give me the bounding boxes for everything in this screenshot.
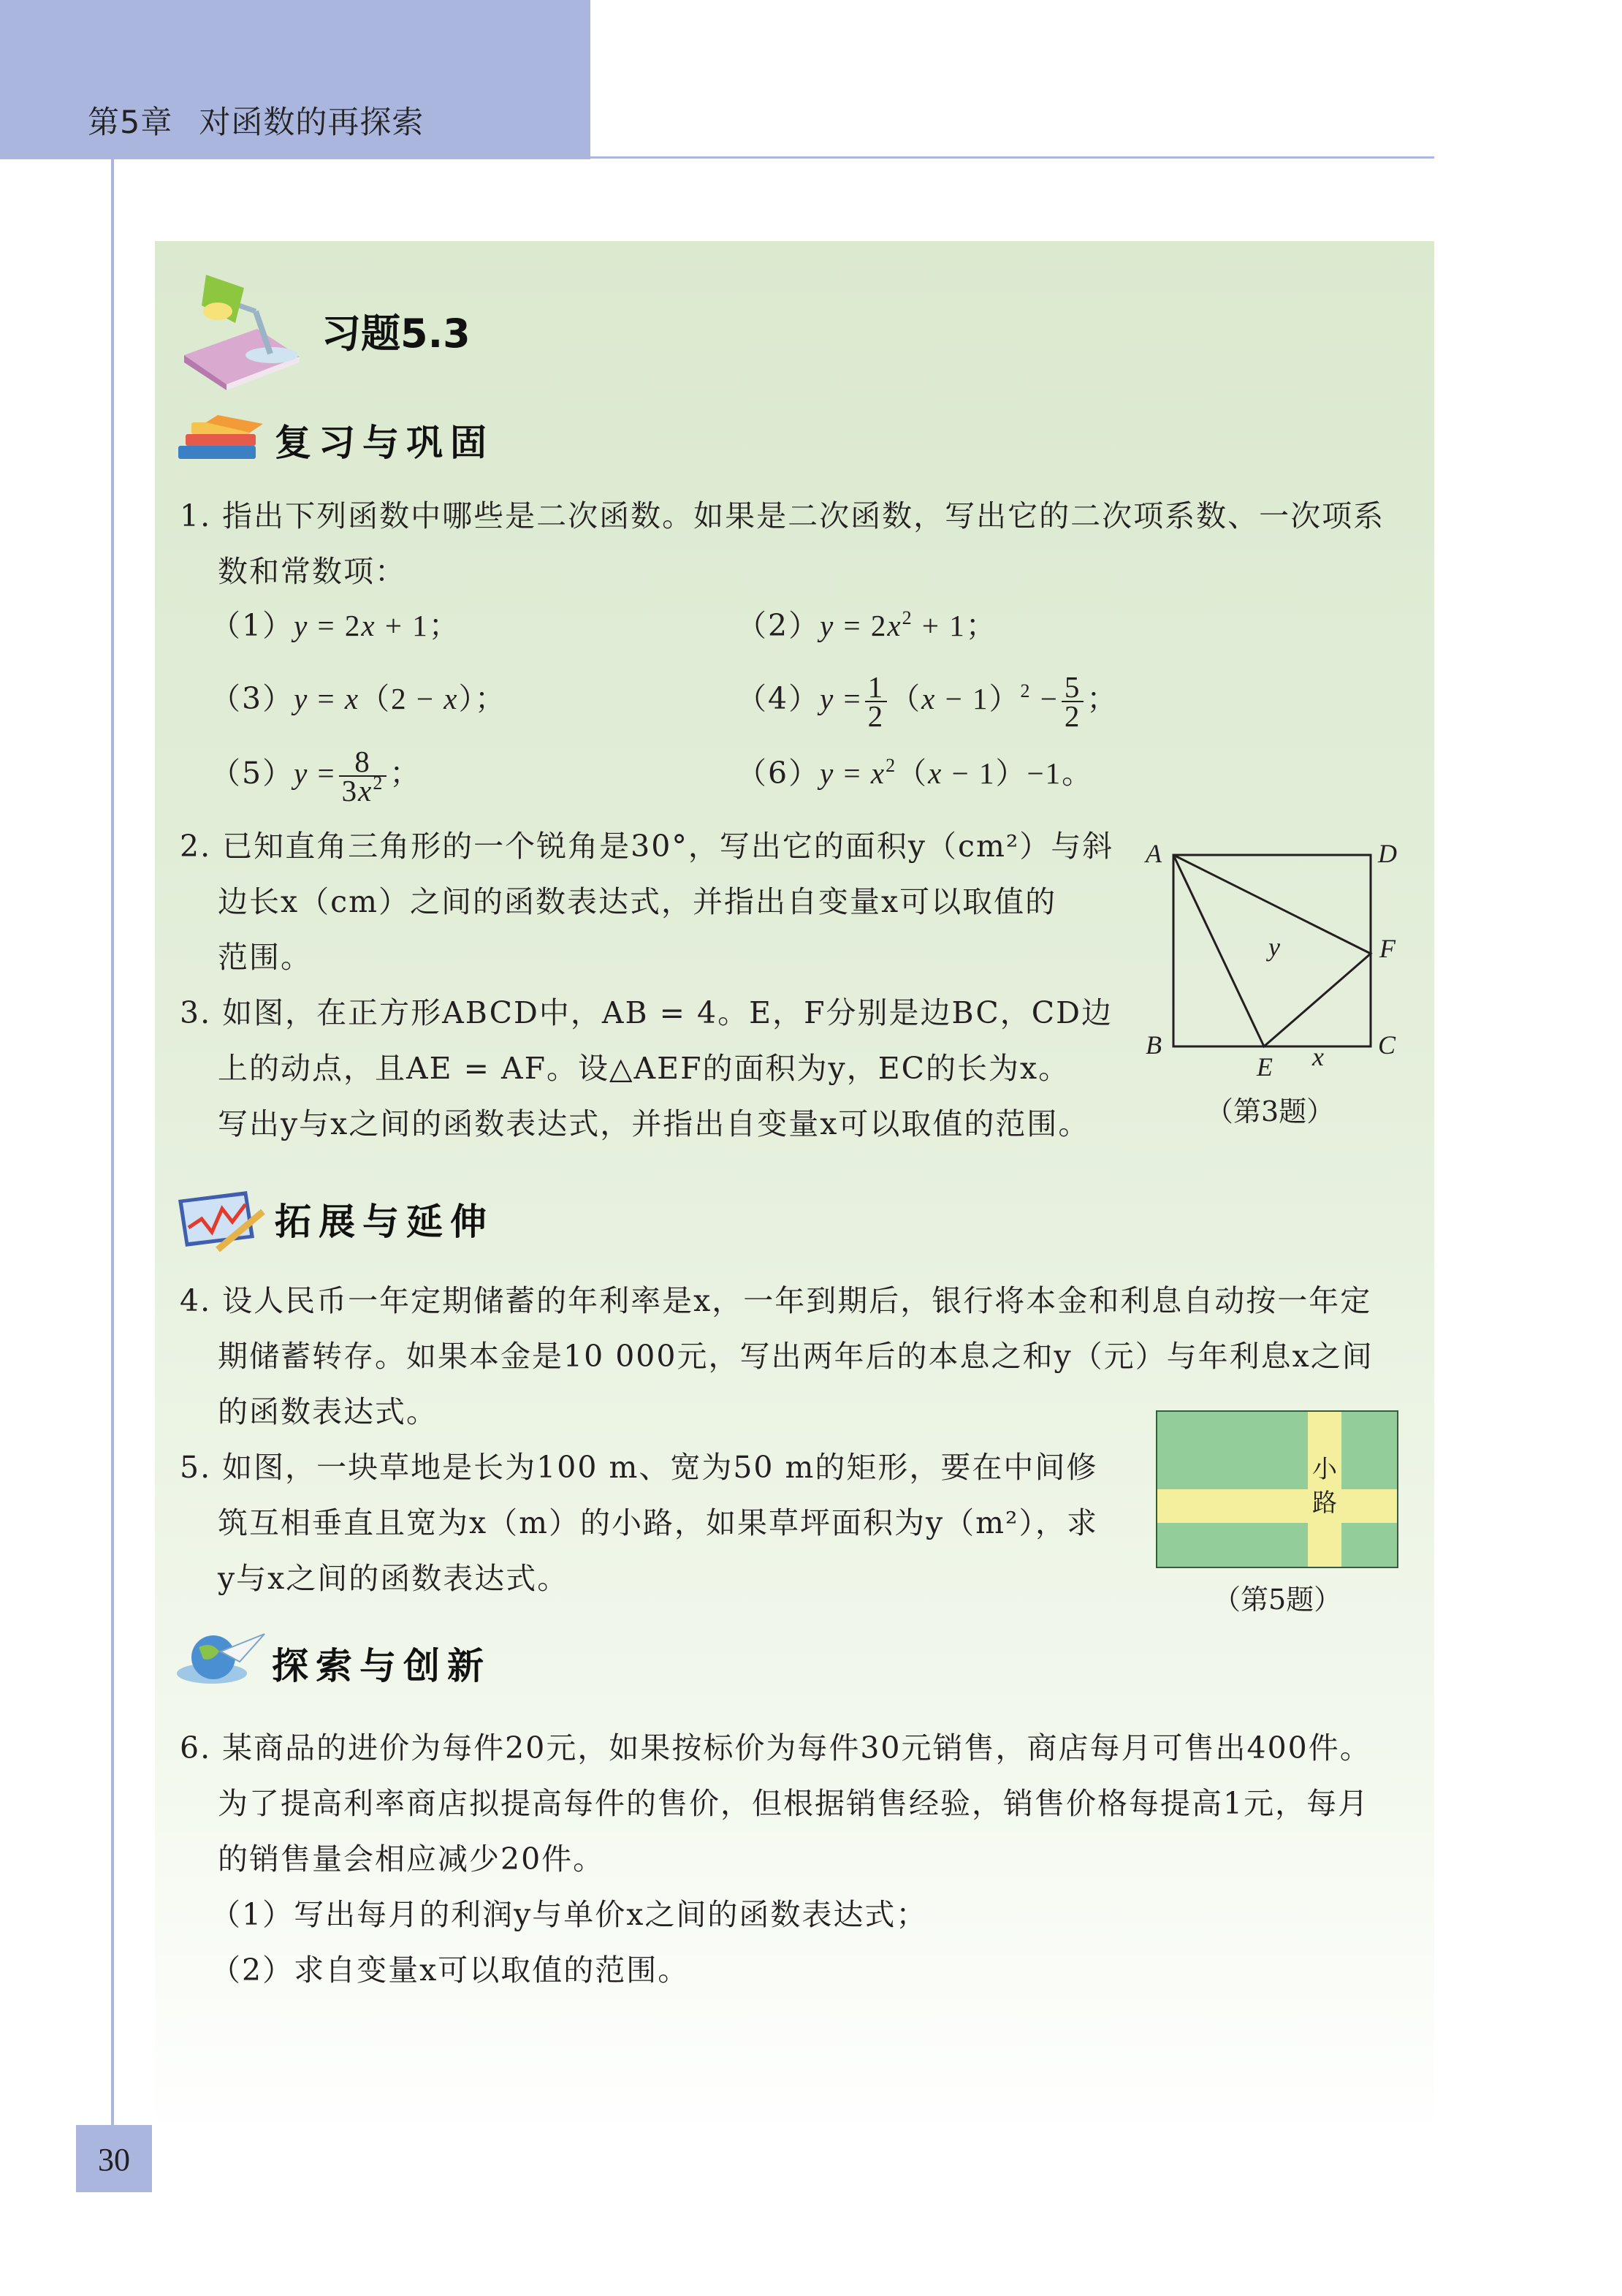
q2-line2: 边长x（cm）之间的函数表达式，并指出自变量x可以取值的 [218, 884, 1057, 919]
q1-stem-line2: 数和常数项： [218, 554, 406, 589]
q1-stem-line1: 1. 指出下列函数中哪些是二次函数。如果是二次函数，写出它的二次项系数、一次项系 [180, 498, 1385, 533]
road-label-2: 路 [1312, 1489, 1337, 1518]
chapter-number: 第5章 [88, 104, 173, 141]
q1-item-5-label: （5） [210, 756, 294, 791]
chart-pen-icon [174, 1187, 267, 1251]
q1-item-4: （4）y = $\frac{1}{2}$ $(x - 1)^2$ − $\frac{5}{2}$ ； [736, 669, 1119, 733]
q1-item-6: $(6)y = x^2(x - 1)-1$。 [736, 755, 1094, 791]
q4-line3: 的函数表达式。 [218, 1394, 438, 1429]
fig5-caption: （第5题） [1213, 1584, 1342, 1616]
page-number: 30 [98, 2142, 130, 2178]
label-e: E [1257, 1052, 1273, 1082]
label-f: F [1379, 934, 1396, 963]
q4-line1: 4. 设人民币一年定期储蓄的年利率是x，一年到期后，银行将本金和利息自动按一年定 [180, 1283, 1372, 1318]
lamp-book-icon [177, 269, 308, 393]
q6-sub2: （2）求自变量x可以取值的范围。 [210, 1953, 690, 1988]
exercise-title: 习题5.3 [321, 311, 471, 357]
label-d: D [1378, 839, 1397, 868]
q6-line3: 的销售量会相应减少20件。 [218, 1841, 605, 1877]
q3-line1: 3. 如图，在正方形ABCD中，AB = 4。E，F分别是边BC，CD边 [180, 995, 1113, 1030]
label-y: y [1268, 932, 1280, 962]
q1-item-1-label: （1） [210, 608, 294, 643]
horizontal-road [1157, 1489, 1398, 1523]
q1-item-2: $(2)y = 2x^2 + 1$； [736, 607, 997, 643]
fig3-caption: （第3题） [1206, 1095, 1335, 1128]
page-number-box [76, 2125, 152, 2192]
header-rule [590, 156, 1434, 159]
q4-line2: 期储蓄转存。如果本金是10 000元，写出两年后的本息之和y（元）与年利息x之间 [218, 1339, 1374, 1374]
books-icon [174, 414, 267, 466]
q5-lawn-figure [1156, 1410, 1398, 1568]
q2-line3: 范围。 [218, 940, 312, 975]
q1-item-3-label: （3） [210, 681, 294, 716]
q3-line3: 写出y与x之间的函数表达式，并指出自变量x可以取值的范围。 [218, 1106, 1090, 1141]
label-c: C [1378, 1030, 1396, 1060]
q1-item-5: （5）y = $\frac{8}{3x^2}$ ； [210, 744, 422, 807]
label-b: B [1146, 1030, 1162, 1060]
q5-line2: 筑互相垂直且宽为x（m）的小路，如果草坪面积为y（m²），求 [218, 1505, 1098, 1540]
q3-square-figure [1140, 833, 1417, 1082]
chapter-title: 对函数的再探索 [199, 104, 424, 141]
q5-line1: 5. 如图，一块草地是长为100 m、宽为50 m的矩形，要在中间修 [180, 1450, 1098, 1485]
q6-sub1: （1）写出每月的利润y与单价x之间的函数表达式； [210, 1897, 928, 1932]
q1-item-1: （1）y = 2x + 1； [210, 608, 460, 643]
q2-line1: 2. 已知直角三角形的一个锐角是30°，写出它的面积y（cm²）与斜 [180, 829, 1114, 864]
label-x: x [1312, 1042, 1324, 1071]
q1-item-6-label: （6） [736, 756, 820, 791]
q1-item-4-label: （4） [736, 681, 820, 716]
section-explore-title: 探索与创新 [272, 1645, 491, 1687]
q5-line3: y与x之间的函数表达式。 [218, 1561, 569, 1596]
chapter-header [88, 98, 424, 142]
label-a: A [1146, 839, 1162, 868]
q6-line1: 6. 某商品的进价为每件20元，如果按标价为每件30元销售，商店每月可售出400件。 [180, 1730, 1371, 1765]
road-label-1: 小 [1312, 1455, 1337, 1484]
section-review-title: 复习与巩固 [275, 422, 494, 464]
q1-item-3: （3）y = x（2 − x）； [210, 681, 506, 716]
q6-line2: 为了提高利率商店拟提高每件的售价，但根据销售经验，销售价格每提高1元，每月 [218, 1786, 1370, 1821]
globe-plane-icon [174, 1630, 267, 1688]
section-extension-title: 拓展与延伸 [275, 1201, 494, 1243]
q3-line2: 上的动点，且AE = AF。设△AEF的面积为y，EC的长为x。 [218, 1051, 1070, 1086]
q1-item-2-label: （2） [736, 608, 820, 643]
left-margin-rule [111, 159, 114, 2132]
